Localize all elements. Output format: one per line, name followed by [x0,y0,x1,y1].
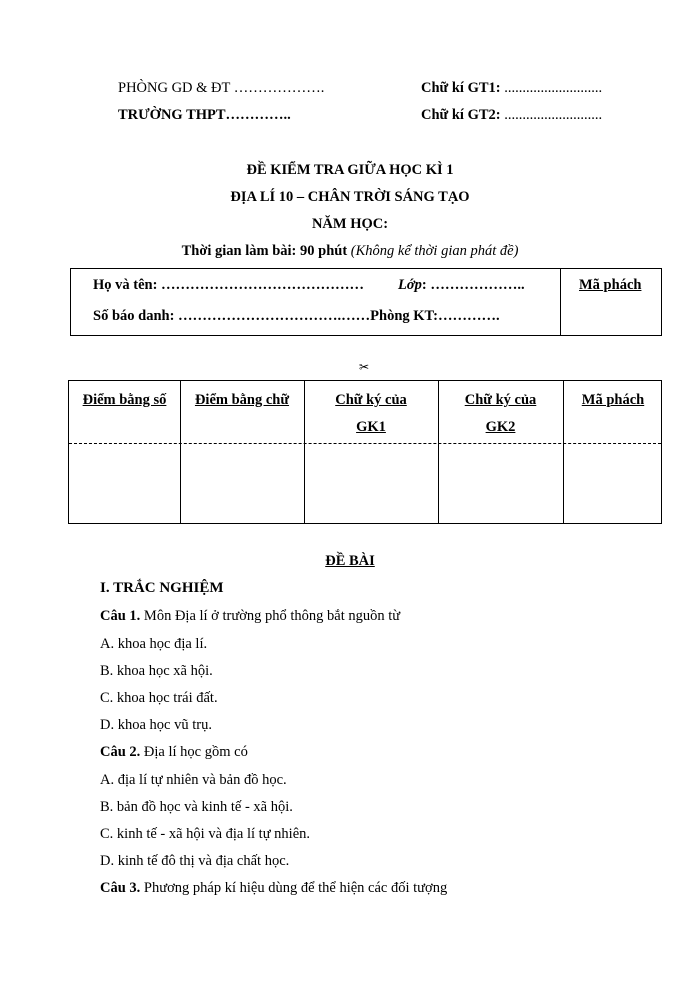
q1-option-a: A. khoa học địa lí. [100,636,208,652]
class-label: Lớp [398,277,422,293]
score-table [68,380,662,524]
q2-option-d: D. kinh tế đô thị và địa chất học. [100,853,290,869]
question-1-text: Môn Địa lí ở trường phổ thông bắt nguồn từ [140,608,401,624]
header-score-number: Điểm bằng số [82,392,167,408]
question-2-label: Câu 2. [100,744,141,760]
question-3-label: Câu 3. [100,880,141,896]
signature-gt1-label: Chữ kí GT1: [421,80,501,96]
time-allowed [0,243,700,260]
q2-option-b: B. bản đồ học và kinh tế - xã hội. [100,799,293,815]
class-dots: : ……………….. [421,277,525,293]
score-words-cell[interactable] [181,444,304,524]
gk2-signature-cell[interactable] [439,444,563,524]
department-line: PHÒNG GD & ĐT ………………. [118,80,325,96]
class-field[interactable] [398,277,525,294]
gk1-signature-cell[interactable] [305,444,438,524]
q1-option-b: B. khoa học xã hội. [100,663,213,679]
exam-heading: ĐỀ BÀI [325,553,375,569]
header-ma-phach: Mã phách [581,392,645,408]
signature-gt2-label: Chữ kí GT2: [421,107,501,123]
q1-option-c: C. khoa học trái đất. [100,690,218,706]
exam-title: ĐỀ KIỂM TRA GIỮA HỌC KÌ 1 [246,162,454,178]
q2-option-a: A. địa lí tự nhiên và bản đồ học. [100,772,287,788]
student-name-field[interactable]: Họ và tên: …………………………………… [93,277,365,293]
school-year: NĂM HỌC: [311,216,389,232]
student-info-box [70,268,662,336]
signature-gt2-dots: ........................... [500,107,603,123]
question-2 [100,744,248,761]
question-2-text: Địa lí học gồm có [140,744,248,760]
signature-gt1-dots: ........................... [500,80,603,96]
question-3-text: Phương pháp kí hiệu dùng để thể hiện các đối tượng [140,880,448,896]
question-1 [100,608,400,625]
exam-subject: ĐỊA LÍ 10 – CHÂN TRỜI SÁNG TẠO [230,189,470,205]
time-allowed-bold: Thời gian làm bài: 90 phút [181,243,348,259]
signature-gt1 [421,80,602,97]
score-number-cell[interactable] [69,444,180,524]
ma-phach-label: Mã phách [579,277,642,293]
header-score-words: Điểm bằng chữ [194,392,290,408]
question-1-label: Câu 1. [100,608,141,624]
header-gk1-signature: Chữ ký của GK1 [335,392,407,435]
signature-gt2 [421,107,602,124]
info-divider [560,269,561,335]
header-gk2-signature: Chữ ký của GK2 [464,392,537,435]
candidate-number-field[interactable]: Số báo danh: …………………………….……Phòng KT:…………. [93,308,500,324]
q2-option-c: C. kinh tế - xã hội và địa lí tự nhiên. [100,826,311,842]
q1-option-d: D. khoa học vũ trụ. [100,717,212,733]
time-allowed-note: (Không kể thời gian phát đề) [347,243,519,259]
question-3 [100,880,447,897]
ma-phach-cell[interactable] [564,444,662,524]
section-multiple-choice: I. TRẮC NGHIỆM [100,580,224,596]
scissors-icon: ✂ [359,360,370,374]
school-line: TRƯỜNG THPT………….. [118,107,291,123]
